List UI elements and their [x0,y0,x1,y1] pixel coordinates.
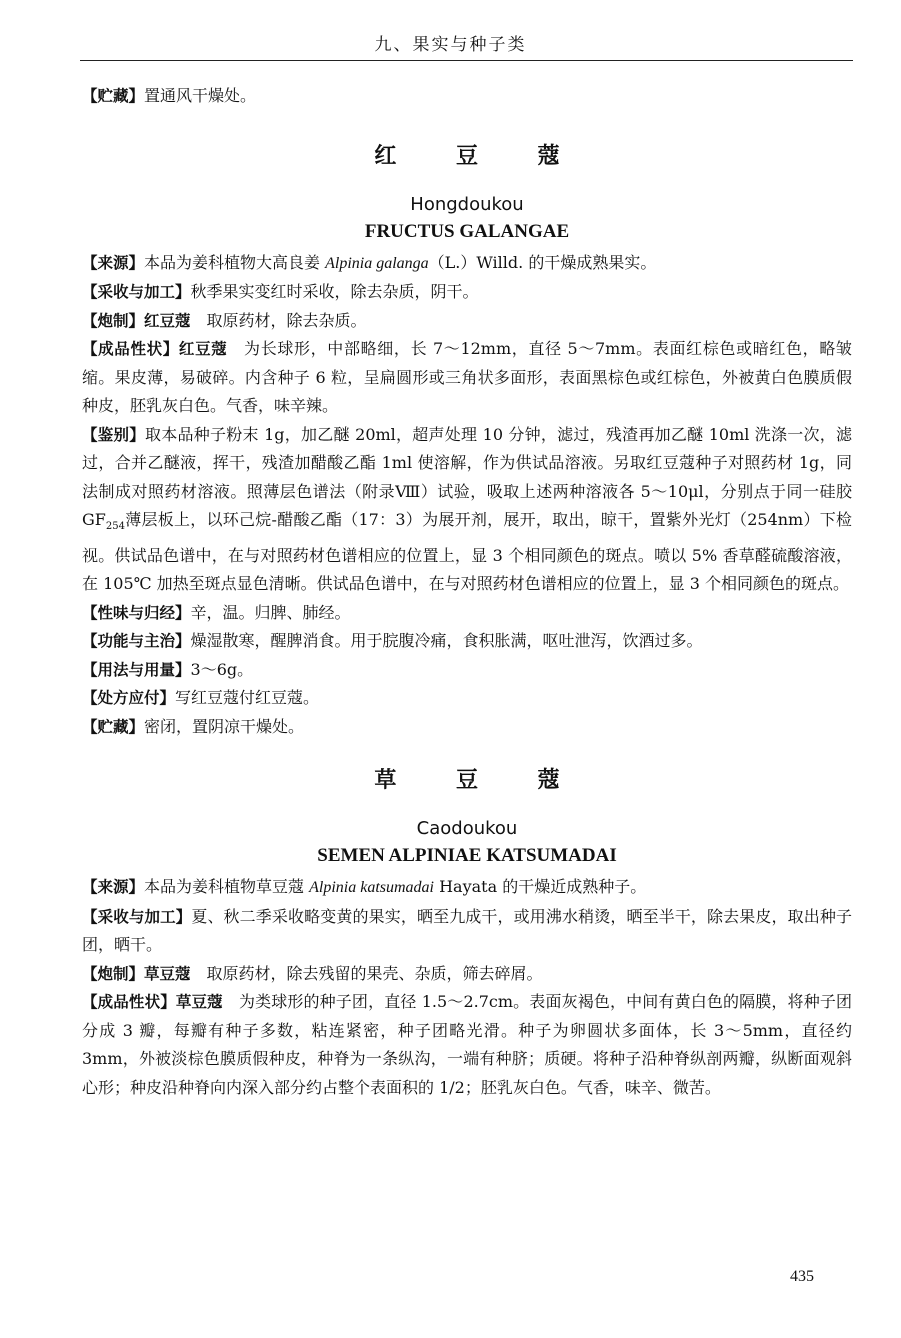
header-rule [80,60,853,61]
processing-text: 取原药材，除去杂质。 [190,310,367,330]
identification-text: 取本品种子粉末 1g，加乙醚 20ml，超声处理 10 分钟，滤过，残渣再加乙醚 10ml 洗涤一次，滤过，合并乙醚液，挥干，残渣加醋酸乙酯 1ml 使溶解，作为供试品溶液。另取红豆蔻种子对照药材 1g，同法制成对照药材溶液。照薄层色谱法（附录Ⅷ）试验，吸取上述两种溶液各 5～10μl，分别点于同一硅胶 GF [82,424,852,529]
nature-text: 辛，温。归脾、肺经。 [190,602,351,622]
entry-latin-name: SEMEN ALPINIAE KATSUMADAI [317,845,617,867]
prescription-label: 【处方应付】 [82,689,176,708]
dosage-paragraph [82,656,852,685]
identification-text-tail: 薄层板上，以环己烷-醋酸乙酯（17：3）为展开剂，展开，取出，晾干，置紫外光灯（254nm）下检视。供试品色谱中，在与对照药材色谱相应的位置上，显 3 个相同颜色的斑点。喷以 5% 香草醛硫酸溶液，在 105℃ 加热至斑点显色清晰。供试品色谱中，在与对照药材色谱相应的位置上，显 3 个相同颜色的斑点。 [82,510,852,594]
function-label: 【功能与主治】 [82,632,191,651]
dosage-text: 3～6g。 [190,659,254,679]
species-name: Alpinia katsumadai [309,879,434,897]
character-paragraph [82,988,852,1102]
source-label: 【来源】 [82,253,145,272]
subscript: 254 [105,521,125,533]
character-text: 为长球形，中部略细，长 7～12mm，直径 5～7mm。表面红棕色或暗红色，略皱缩。果皮薄，易破碎。内含种子 6 粒，呈扁圆形或三角状多面形，表面黑棕色或红棕色，外被黄白色膜质假种皮，胚乳灰白色。气香，味辛辣。 [82,339,852,415]
storage-paragraph [82,713,852,742]
nature-label: 【性味与归经】 [82,603,191,622]
harvest-text: 秋季果实变红时采收，除去杂质，阴干。 [190,282,479,301]
identification-paragraph [82,421,852,599]
processing-text: 取原药材，除去残留的果壳、杂质，筛去碎屑。 [190,963,543,983]
source-text: 本品为姜科植物草豆蔻 [144,877,310,897]
storage-text: 置通风干燥处。 [144,86,257,105]
entry-caodoukou [82,763,852,1102]
harvest-label: 【采收与加工】 [82,283,191,301]
dosage-label: 【用法与用量】 [82,660,191,679]
species-name: Alpinia galanga [325,254,429,272]
entry-title: 红 豆 蔻 [374,143,586,169]
source-paragraph [82,873,852,903]
entry-title: 草 豆 蔻 [374,768,586,794]
character-keyword: 红豆蔻 [178,340,228,358]
character-keyword: 草豆蔻 [175,993,223,1012]
character-label: 【成品性状】 [82,340,179,358]
harvest-paragraph [82,278,852,307]
entry-pinyin: Caodoukou [416,818,518,840]
harvest-label: 【采收与加工】 [82,907,192,926]
identification-label: 【鉴别】 [82,425,146,444]
function-text: 燥湿散寒，醒脾消食。用于脘腹冷痛，食积胀满，呕吐泄泻，饮酒过多。 [190,631,703,651]
entry-latin-name: FRUCTUS GALANGAE [364,220,570,242]
processing-label: 【炮制】 [82,311,145,330]
processing-paragraph [82,307,852,336]
page-number: 435 [790,1268,814,1285]
prescription-text: 写红豆蔻付红豆蔻。 [175,688,320,708]
storage-label: 【贮藏】 [82,717,145,736]
source-text: 本品为姜科植物大高良姜 [144,252,326,272]
entry-hongdoukou [82,139,852,742]
page-content [82,82,852,1102]
harvest-text: 夏、秋二季采收略变黄的果实，晒至九成干，或用沸水稍烫，晒至半干，除去果皮，取出种子团，晒干。 [82,906,852,955]
processing-keyword: 草豆蔻 [144,964,191,983]
running-head: 九、果实与种子类 [374,35,527,55]
processing-label: 【炮制】 [82,964,145,983]
nature-paragraph [82,599,852,628]
character-text: 为类球形的种子团，直径 1.5～2.7cm。表面灰褐色，中间有黄白色的隔膜，将种子团分成 3 瓣，每瓣有种子多数，粘连紧密，种子团略光滑。种子为卵圆状多面体，长 3～5mm，直径约 3mm，外被淡棕色膜质假种皮，种脊为一条纵沟，一端有种脐；质硬。将种子沿种脊纵剖两瓣，纵断面观斜心形；种皮沿种脊向内深入部分约占整个表面积的 1/2；胚乳灰白色。气香，味辛、微苦。 [82,992,852,1097]
processing-paragraph [82,960,852,989]
character-label: 【成品性状】 [82,993,176,1012]
prescription-paragraph [82,684,852,713]
harvest-paragraph [82,903,852,960]
character-paragraph [82,335,852,421]
storage-text: 密闭，置阴凉干燥处。 [144,716,305,736]
source-paragraph [82,249,852,279]
storage-prev-entry [82,82,852,111]
function-paragraph [82,627,852,656]
entry-pinyin: Hongdoukou [410,193,524,215]
source-text-tail: （L.）Willd. 的干燥成熟果实。 [428,252,657,272]
storage-label: 【贮藏】 [82,87,145,105]
processing-keyword: 红豆蔻 [144,311,191,330]
source-text-tail: Hayata 的干燥近成熟种子。 [434,877,647,897]
source-label: 【来源】 [82,878,145,897]
